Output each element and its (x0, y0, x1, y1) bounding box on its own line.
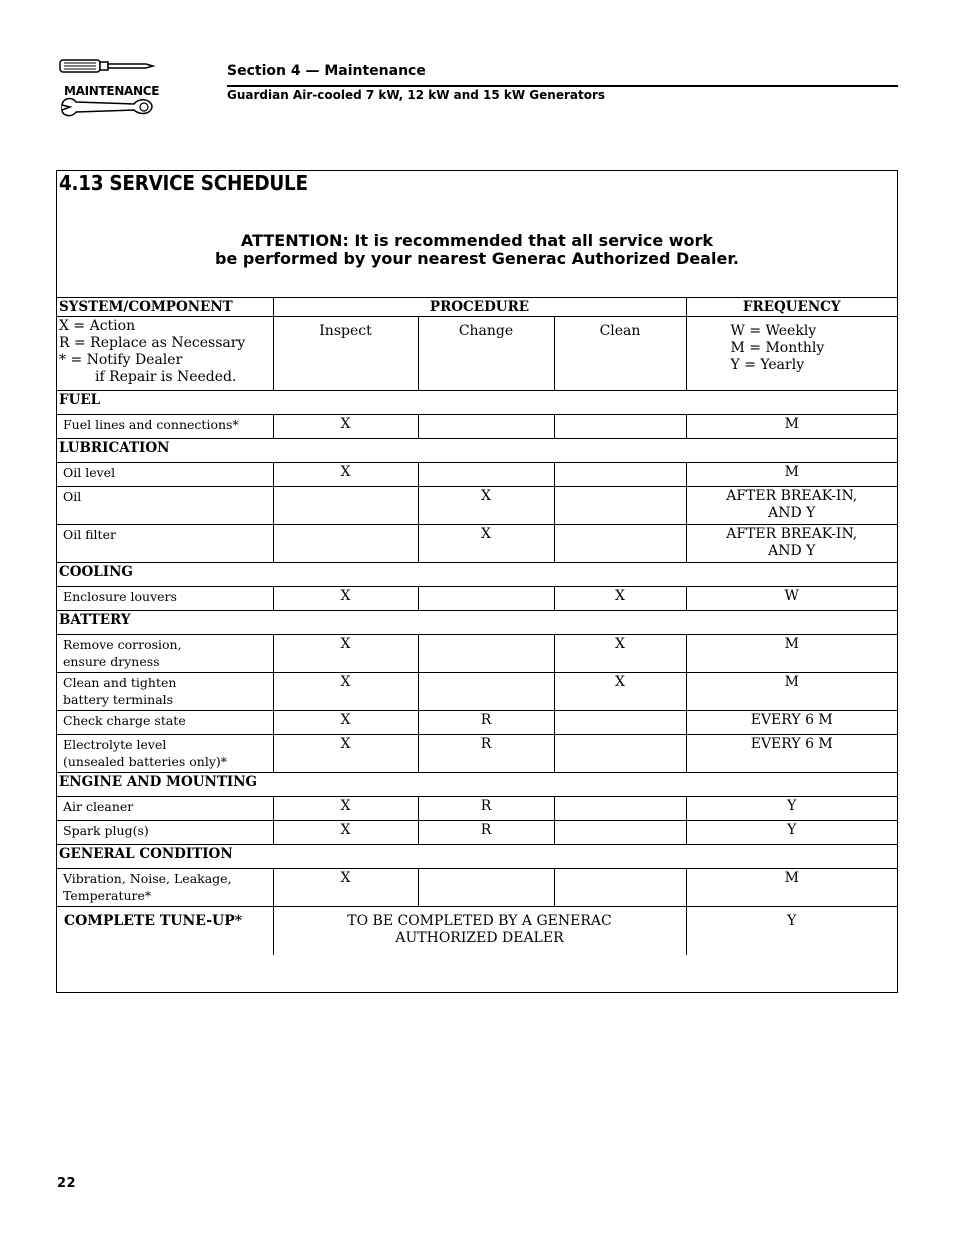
category-row (57, 439, 897, 463)
component-name: Clean and tighten (63, 675, 177, 690)
frequency-value: M (784, 464, 799, 480)
schedule-body (57, 391, 897, 907)
procedure-clean-cell: X (554, 673, 686, 711)
component-cell (57, 869, 273, 907)
component-name-line2: Temperature* (63, 888, 152, 903)
tuneup-row (57, 907, 897, 956)
tuneup-note (273, 907, 686, 956)
component-name: Oil level (63, 465, 116, 480)
procedure-change-cell (418, 869, 554, 907)
category-label: BATTERY (57, 611, 897, 635)
procedure-inspect-cell: X (273, 711, 418, 735)
frequency-cell (686, 635, 897, 673)
frequency-value: M (784, 870, 799, 886)
procedure-change-cell (418, 587, 554, 611)
header-rule (227, 85, 898, 87)
procedure-clean-cell (554, 525, 686, 563)
legend-line: if Repair is Needed. (95, 369, 237, 385)
legend-line: * = Notify Dealer (59, 352, 183, 368)
frequency-cell (686, 869, 897, 907)
procedure-inspect-cell (273, 525, 418, 563)
logo-label: MAINTENANCE (64, 84, 160, 98)
procedure-inspect-cell: X (273, 735, 418, 773)
category-label: FUEL (57, 391, 897, 415)
frequency-value: Y (787, 822, 797, 838)
component-name: Fuel lines and connections* (63, 417, 239, 432)
service-schedule-box (56, 170, 898, 993)
procedure-inspect: Inspect (273, 317, 418, 391)
component-name: Check charge state (63, 713, 186, 728)
procedure-inspect-cell: X (273, 587, 418, 611)
table-row (57, 463, 897, 487)
frequency-value: AFTER BREAK-IN, (726, 488, 858, 504)
frequency-cell (686, 525, 897, 563)
section-subtitle: Guardian Air-cooled 7 kW, 12 kW and 15 kW Generators (227, 88, 606, 102)
frequency-value: W (784, 588, 799, 604)
attention-line-2: be performed by your nearest Generac Authorized Dealer. (215, 249, 739, 268)
component-cell (57, 487, 273, 525)
procedure-change-cell: X (418, 525, 554, 563)
frequency-value: M (784, 674, 799, 690)
component-name: Enclosure louvers (63, 589, 177, 604)
header-procedure: PROCEDURE (273, 298, 686, 317)
table-header-row (57, 298, 897, 317)
frequency-cell (686, 711, 897, 735)
section-title: Section 4 — Maintenance (227, 63, 426, 79)
component-name-line2: (unsealed batteries only)* (63, 754, 228, 769)
category-label: LUBRICATION (57, 439, 897, 463)
frequency-cell (686, 797, 897, 821)
tuneup-note-line: AUTHORIZED DEALER (395, 930, 564, 946)
tuneup-note-line: TO BE COMPLETED BY A GENERAC (347, 913, 612, 929)
frequency-legend (686, 317, 897, 391)
procedure-change: Change (418, 317, 554, 391)
frequency-value: EVERY 6 M (750, 712, 833, 728)
frequency-value: M (784, 636, 799, 652)
component-cell (57, 415, 273, 439)
freq-legend-line: W = Weekly (730, 323, 817, 339)
procedure-change-cell (418, 673, 554, 711)
table-row (57, 415, 897, 439)
procedure-change-cell: R (418, 735, 554, 773)
frequency-cell (686, 463, 897, 487)
legend-line: R = Replace as Necessary (59, 335, 246, 351)
procedure-clean-cell (554, 487, 686, 525)
table-row (57, 869, 897, 907)
frequency-value-line2: AND Y (768, 505, 816, 521)
service-schedule-table (57, 297, 897, 955)
table-row (57, 525, 897, 563)
procedure-change-cell: R (418, 821, 554, 845)
procedure-inspect-cell: X (273, 797, 418, 821)
component-cell (57, 735, 273, 773)
procedure-inspect-cell (273, 487, 418, 525)
procedure-change-cell: R (418, 711, 554, 735)
frequency-cell (686, 735, 897, 773)
component-cell (57, 587, 273, 611)
component-name: Spark plug(s) (63, 823, 149, 838)
procedure-clean: Clean (554, 317, 686, 391)
category-row (57, 611, 897, 635)
component-name: Electrolyte level (63, 737, 167, 752)
procedure-change-cell (418, 635, 554, 673)
component-name-line2: ensure dryness (63, 654, 160, 669)
table-row (57, 635, 897, 673)
page-number: 22 (57, 1176, 77, 1191)
component-cell (57, 463, 273, 487)
component-cell (57, 525, 273, 563)
component-cell (57, 821, 273, 845)
procedure-inspect-cell: X (273, 635, 418, 673)
legend-cell (57, 317, 273, 391)
category-label: GENERAL CONDITION (57, 845, 897, 869)
frequency-value: EVERY 6 M (750, 736, 833, 752)
component-name: Air cleaner (63, 799, 134, 814)
header-frequency: FREQUENCY (686, 298, 897, 317)
procedure-inspect-cell: X (273, 415, 418, 439)
component-name: Oil filter (63, 527, 116, 542)
procedure-change-cell: X (418, 487, 554, 525)
category-row (57, 773, 897, 797)
procedure-clean-cell (554, 711, 686, 735)
category-row (57, 391, 897, 415)
frequency-cell (686, 415, 897, 439)
frequency-cell (686, 487, 897, 525)
frequency-value: Y (787, 798, 797, 814)
procedure-clean-cell (554, 415, 686, 439)
legend-row (57, 317, 897, 391)
procedure-clean-cell: X (554, 635, 686, 673)
procedure-inspect-cell: X (273, 821, 418, 845)
procedure-clean-cell (554, 869, 686, 907)
legend-line: X = Action (59, 318, 136, 334)
component-cell (57, 711, 273, 735)
category-label: ENGINE AND MOUNTING (57, 773, 897, 797)
table-row (57, 487, 897, 525)
frequency-value-line2: AND Y (768, 543, 816, 559)
procedure-clean-cell (554, 463, 686, 487)
procedure-clean-cell (554, 797, 686, 821)
freq-legend-line: Y = Yearly (730, 357, 805, 373)
attention-line-1: ATTENTION: It is recommended that all service work (240, 231, 714, 250)
component-name-line2: battery terminals (63, 692, 174, 707)
procedure-clean-cell (554, 735, 686, 773)
tuneup-frequency: Y (686, 907, 897, 956)
table-row (57, 821, 897, 845)
table-row (57, 735, 897, 773)
category-row (57, 563, 897, 587)
procedure-change-cell: R (418, 797, 554, 821)
tuneup-label: COMPLETE TUNE-UP* (57, 907, 273, 956)
header-system: SYSTEM/COMPONENT (57, 298, 273, 317)
category-row (57, 845, 897, 869)
frequency-cell (686, 587, 897, 611)
frequency-value: AFTER BREAK-IN, (726, 526, 858, 542)
component-cell (57, 673, 273, 711)
procedure-clean-cell (554, 821, 686, 845)
frequency-value: M (784, 416, 799, 432)
component-name: Vibration, Noise, Leakage, (63, 871, 232, 886)
procedure-clean-cell: X (554, 587, 686, 611)
component-name: Remove corrosion, (63, 637, 182, 652)
procedure-inspect-cell: X (273, 463, 418, 487)
component-cell (57, 797, 273, 821)
table-row (57, 673, 897, 711)
procedure-change-cell (418, 415, 554, 439)
table-row (57, 587, 897, 611)
schedule-title: 4.13 SERVICE SCHEDULE (59, 171, 308, 195)
category-label: COOLING (57, 563, 897, 587)
freq-legend-line: M = Monthly (730, 340, 825, 356)
table-row (57, 797, 897, 821)
component-name: Oil (63, 489, 82, 504)
frequency-cell (686, 673, 897, 711)
frequency-cell (686, 821, 897, 845)
procedure-inspect-cell: X (273, 673, 418, 711)
component-cell (57, 635, 273, 673)
procedure-change-cell (418, 463, 554, 487)
table-row (57, 711, 897, 735)
procedure-inspect-cell: X (273, 869, 418, 907)
